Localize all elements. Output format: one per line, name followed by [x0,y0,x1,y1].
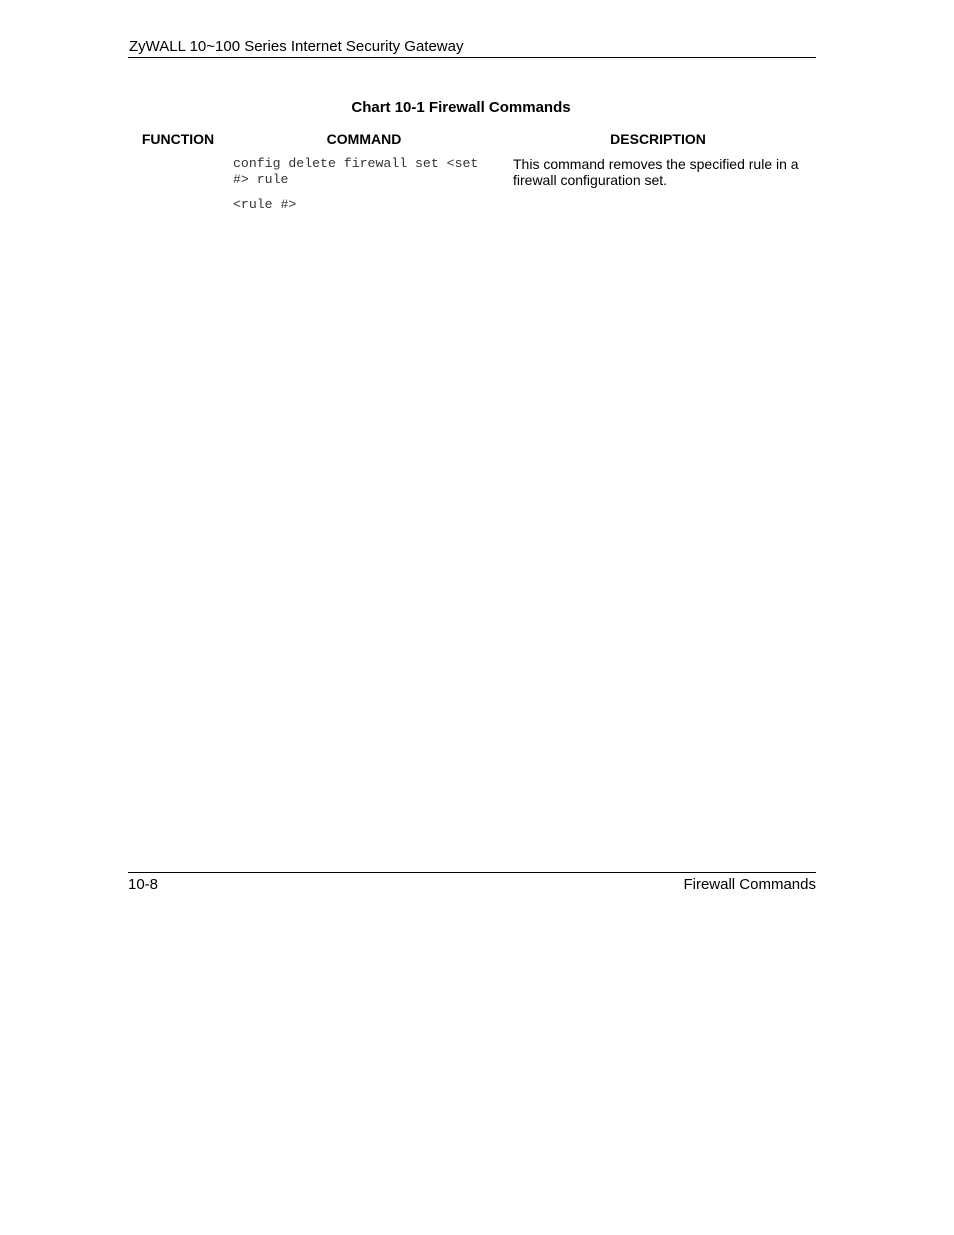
page-footer [128,872,816,895]
column-header-command: COMMAND [326,131,402,147]
page-header [128,37,816,58]
page-number: 10-8 [128,876,159,893]
document-title: ZyWALL 10~100 Series Internet Security Gateway [129,38,464,55]
command-syntax: config delete firewall set <set #> rule [233,156,479,187]
command-syntax-argument: <rule #> [233,197,297,212]
column-header-description: DESCRIPTION [610,131,706,147]
column-header-function: FUNCTION [141,131,215,147]
section-name: Firewall Commands [683,876,816,893]
chart-caption: Chart 10-1 Firewall Commands [351,99,571,116]
command-description: This command removes the specified rule in a firewall configuration set. [513,156,799,188]
